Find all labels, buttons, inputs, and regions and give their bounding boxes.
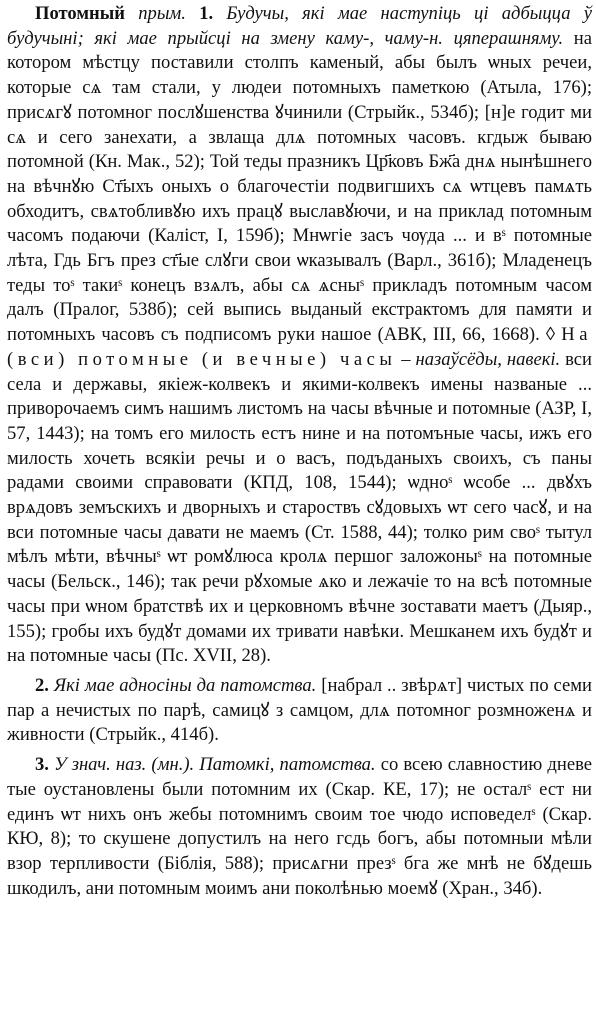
- sense-number: 1.: [199, 3, 214, 24]
- sense-1-paragraph: Потомный прым. 1. Будучы, які мае наступіць ці адбыцца ў будучыні; які мае прыйсці на змену каму-, чаму-н. цяперашняму. на котором мѣстцу поставили столпъ каменый, абы былъ ѡных речеи, которые сѧ там стали, у людеи потомныхъ паметкою (Атыла, 176); присѧгꙋ потомног послꙋшенства ꙋчинили (Стрыйк., 534б); [н]е годит ми сѧ и сего занехати, а звлаща длѧ потомных часовъ. кгдыж бываю потомной (Кн. Мак., 52); Той теды празникъ Цр҃ковъ Бж҃а днѧ нынѣшнего на вѣчнꙋю Ст҃ыхъ оныхъ о благочестiи подвигшихъ сѧ ѡтцевъ памѧть обходитъ, свѧтобливꙋю ихъ працꙋ выславꙋючи, и на приклад потомным часомъ подаючи (Каліст, I, 159б); Мнѡгiе засъ чѹда ... и вˢ потомные лѣта, Гдь Бгъ през ст҃ые слꙋги свои ѡказывалъ (Варл., 361б); Младенецъ теды тоˢ такиˢ конецъ взѧлъ, абы сѧ ѧсныˢ прикладъ потомным часом далъ (Пралог, 538б); сей выпись выданый екстрактомъ для памяти и потомныхъ часовъ съ подписомъ руки нашое (АВК, III, 66, 1668). ◊ На (вси) потомные (и вечные) часы – назаўсёды, навекі. вси села и державы, якiеж-колвекъ и якими-колвекъ имены названые ... приворочаемъ симъ нашимъ листомъ на часы вѣчные и потомные (АЗР, I, 57, 1443); на томъ его милость естъ нине и на потомъные часы, ижъ его милость хочеть всякiи речы и о васъ, подъданыхъ своихъ, съ паны радами своими справовати (КПД, 108, 1544); ѡдноˢ ѡсобе ... двꙋхъ врѧдовъ земъскихъ и дворныхъ и староствъ сꙋдовыхъ ѡт сего часꙋ, и на вси потомные часы давати не маемъ (Ст. 1588, 44); толко рим своˢ тытул мѣлъ мѣти, вѣчныˢ ѡт ромꙋлюса кролѧ першог заложоныˢ на потомные часы (Бельск., 146); так речи рꙋхомые ѧко и лежачіе то на всѣ потомные часы при ѡном братствѣ их и церковномъ вѣчне зоставати маетъ (Дыяр., 155); гробы ихъ будꙋт домами их тривати навѣки. Мешканем ихъ будꙋт и на потомные часы (Пс. XVII, 28).: [7, 3, 593, 667]
- sense-2-paragraph: [7, 674, 592, 748]
- pos-label: прым.: [138, 3, 186, 24]
- sense-number: 2.: [35, 674, 49, 696]
- sense-definition: У знач. наз. (мн.). Патомкі, патомства.: [54, 754, 376, 776]
- phrase-gloss: назаўсёды, навекі.: [415, 348, 561, 370]
- sense-number: 3.: [35, 754, 49, 776]
- headword: Потомный: [35, 3, 125, 24]
- sense-citations: [набрал .. звѣрѧт] чистых по семи пар а нечистых по парѣ, самицꙋ з самцом, длѧ потомног розмноженѧ и живности (Стрыйк., 414б).: [7, 674, 592, 746]
- sense-definition: Які мае адносіны да патомства.: [53, 674, 317, 696]
- sense-citations: со всею славностию дневе тые оустановлены были потомним их (Скар. КЕ, 17); не осталˢ ест ни единъ ѡт нихъ онъ жебы потомнимъ своим тое чюдо исповеделˢ (Скар. КЮ, 8); то скушене допустилъ на него гсдь богъ, абы потомныи мѣли взор терпливости (Біблія, 588); присѧгни презˢ бга же мнѣ не бꙋдешь шкодилъ, ани потомным моимъ ани поколѣнью моемꙋ (Хран., 34б).: [7, 754, 592, 899]
- phrase-citations: вси села и державы, якiеж-колвекъ и якими-колвекъ имены названые ... приворочаемъ симъ нашимъ листомъ на часы вѣчные и потомные (АЗР, I, 57, 1443); на томъ его милость естъ нине и на потомъные часы, ижъ его милость хочеть всякiи речы и о васъ, подъданыхъ своихъ, съ паны радами своими справовати (КПД, 108, 1544); ѡдноˢ ѡсобе ... двꙋхъ врѧдовъ земъскихъ и дворныхъ и староствъ сꙋдовыхъ ѡт сего часꙋ, и на вси потомные часы давати не маемъ (Ст. 1588, 44); толко рим своˢ тытул мѣлъ мѣти, вѣчныˢ ѡт ромꙋлюса кролѧ першог заложоныˢ на потомные часы (Бельск., 146); так речи рꙋхомые ѧко и лежачіе то на всѣ потомные часы при ѡном братствѣ их и церковномъ вѣчне зоставати маетъ (Дыяр., 155); гробы ихъ будꙋт домами их тривати навѣки. Мешканем ихъ будꙋт и на потомные часы (Пс. XVII, 28).: [7, 348, 592, 667]
- sense-citations: на котором мѣстцу поставили столпъ каменый, абы былъ ѡных речеи, которые сѧ там стали, у людеи потомныхъ паметкою (Атыла, 176); присѧгꙋ потомног послꙋшенства ꙋчинили (Стрыйк., 534б); [н]е годит ми сѧ и сего занехати, а звлаща длѧ потомных часовъ. кгдыж бываю потомной (Кн. Мак., 52); Той теды празникъ Цр҃ковъ Бж҃а днѧ нынѣшнего на вѣчнꙋю Ст҃ыхъ оныхъ о благочестiи подвигшихъ сѧ ѡтцевъ памѧть обходитъ, свѧтобливꙋю ихъ працꙋ выславꙋючи, и на приклад потомным часомъ подаючи (Каліст, I, 159б); Мнѡгiе засъ чѹда ... и вˢ потомные лѣта, Гдь Бгъ през ст҃ые слꙋги свои ѡказывалъ (Варл., 361б); Младенецъ теды тоˢ такиˢ конецъ взѧлъ, абы сѧ ѧсныˢ прикладъ потомным часом далъ (Пралог, 538б); сей выпись выданый екстрактомъ для памяти и потомныхъ часовъ съ подписомъ руки нашое (АВК, III, 66, 1668).: [7, 27, 592, 346]
- phrase: На (вси) потомные (и вечные) часы: [7, 324, 592, 370]
- sense-definition: Будучы, які мае наступіць ці адбыцца ў будучыні; які мае прыйсці на змену каму-, чаму-н. цяперашняму.: [7, 3, 593, 49]
- sense-3-paragraph: [7, 753, 592, 901]
- subsense-marker: ◊: [545, 324, 556, 346]
